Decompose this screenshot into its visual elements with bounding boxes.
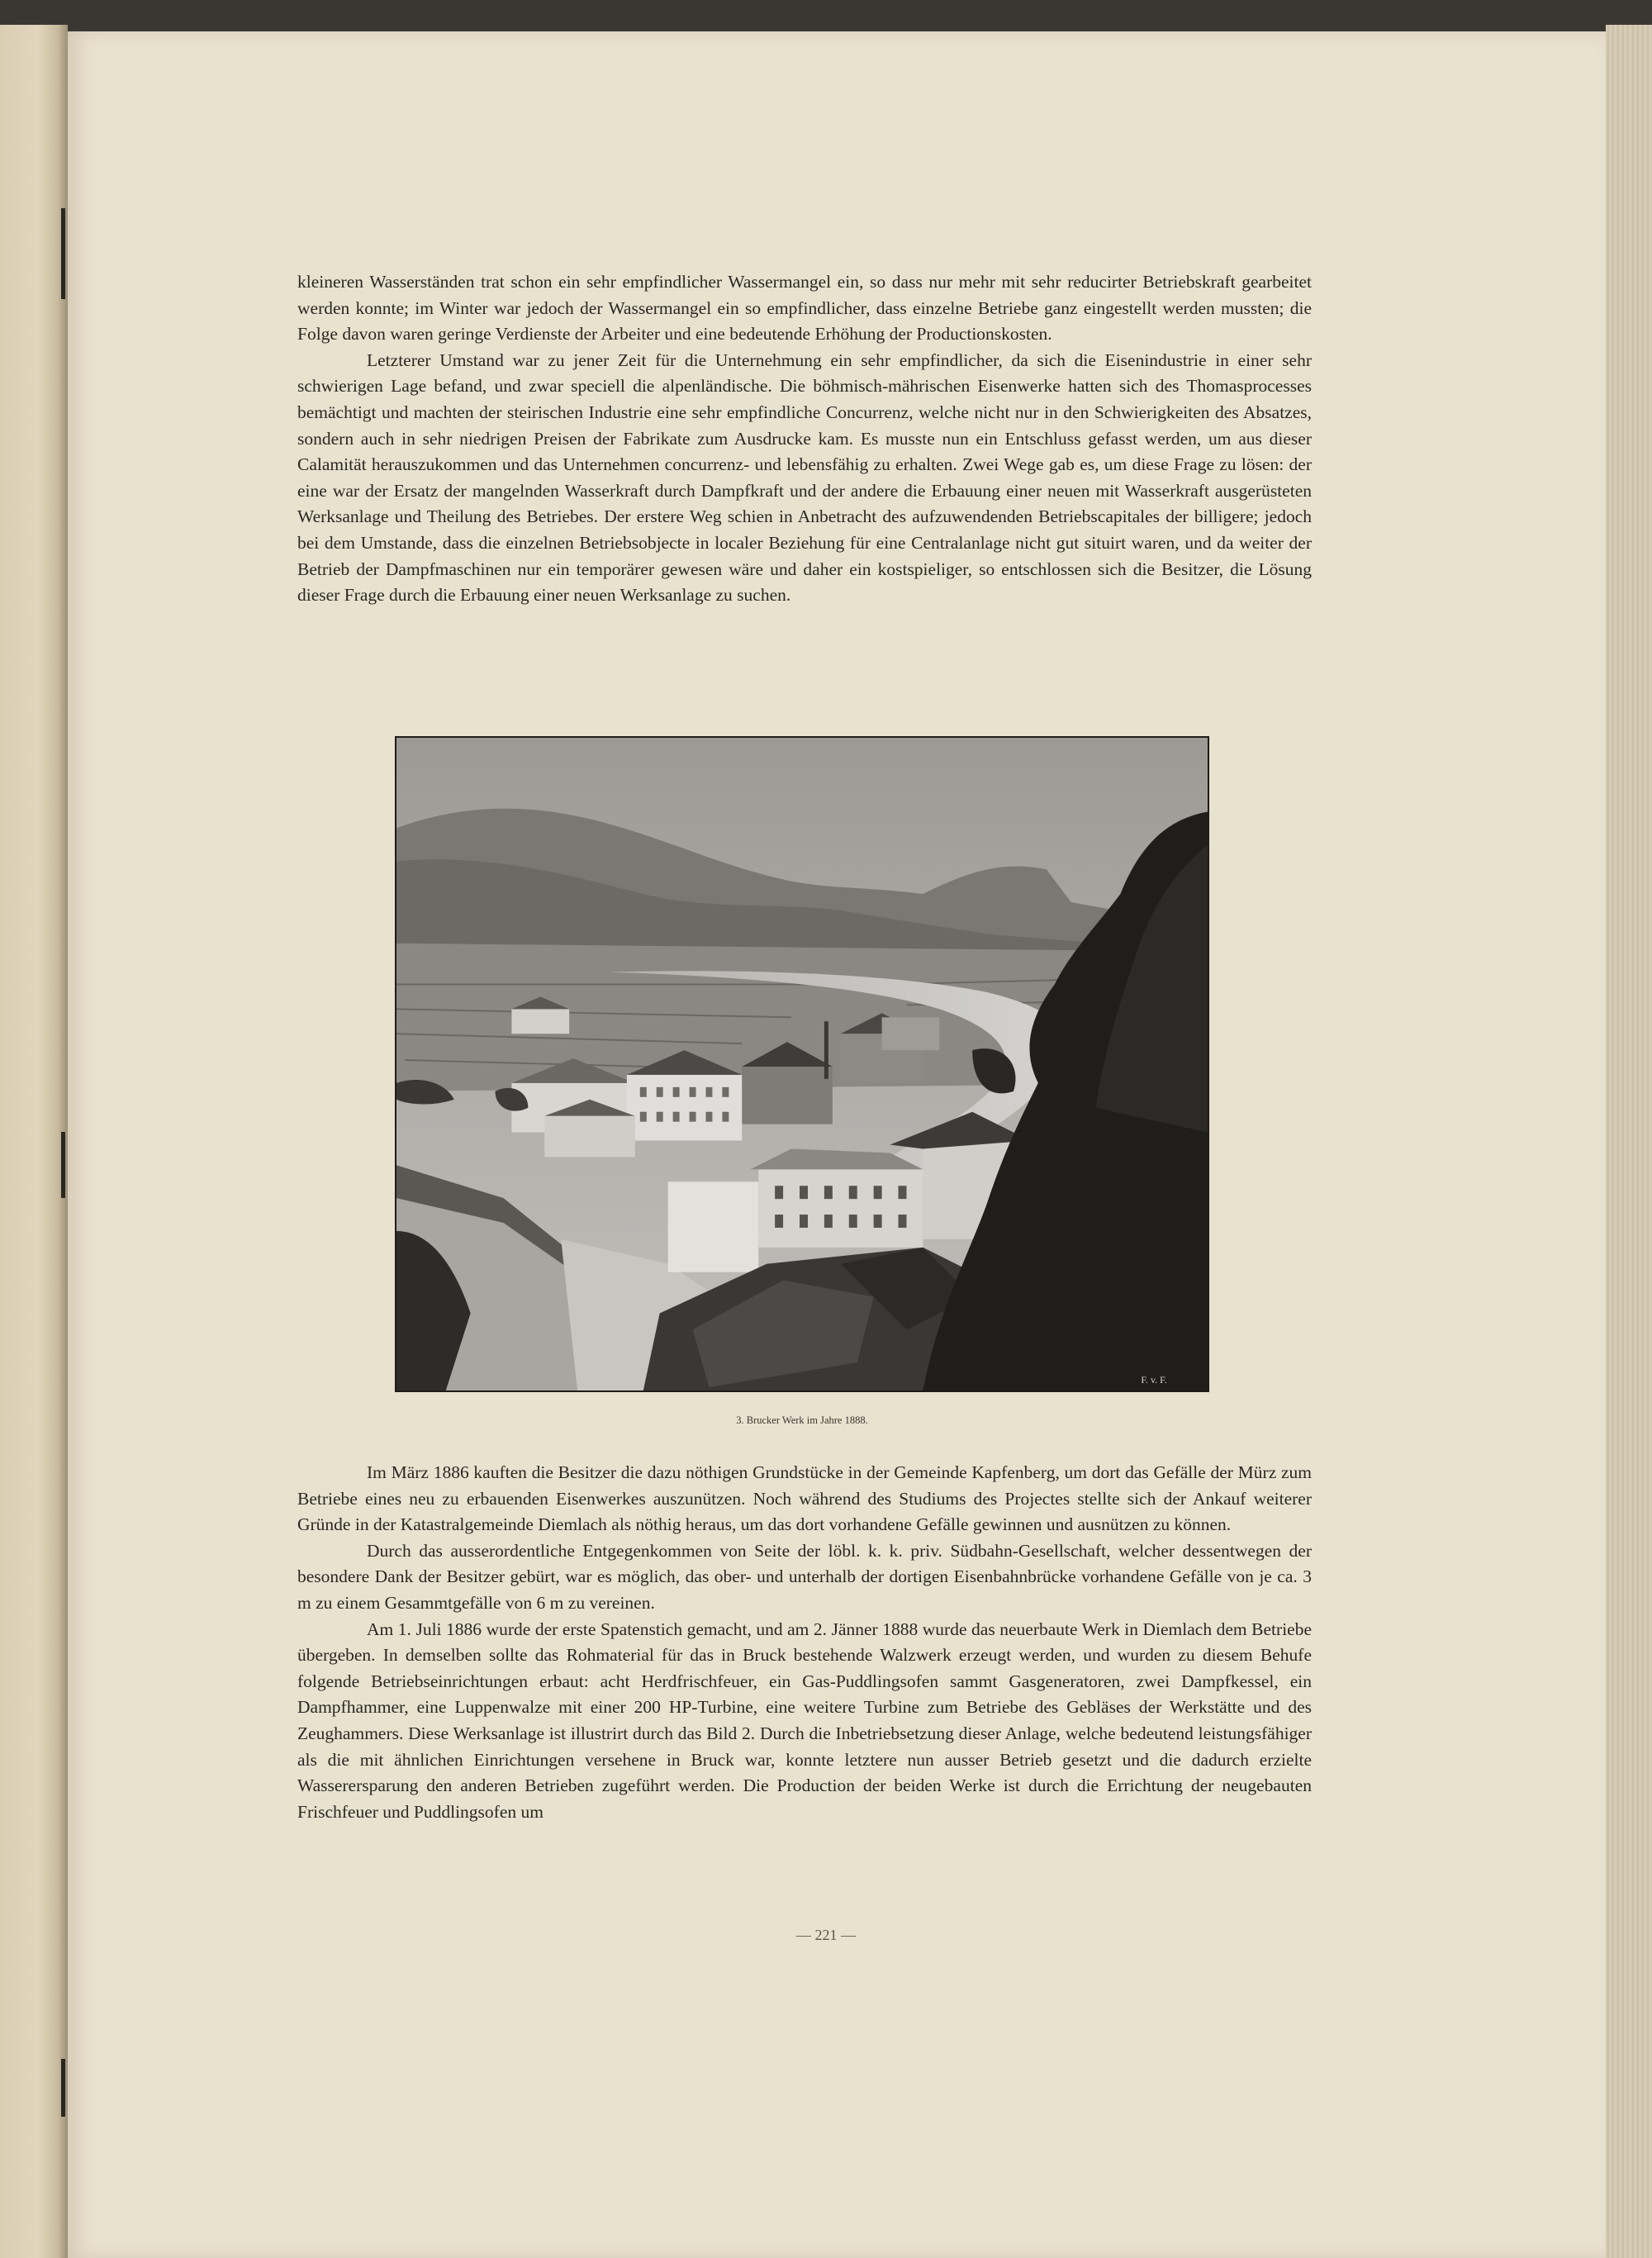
binding-mark <box>61 2059 65 2117</box>
binding-mark <box>61 208 65 299</box>
page-number: — 221 — <box>796 1927 856 1943</box>
previous-page-edge <box>0 25 68 2258</box>
text-block-bottom <box>297 1460 1312 1825</box>
text-block-top <box>297 269 1312 609</box>
page-stack-edge <box>1606 25 1652 2258</box>
photo-signature: F. v. F. <box>1141 1374 1167 1386</box>
binding-mark <box>61 1132 65 1198</box>
landscape-photo <box>396 738 1208 1390</box>
figure-caption: 3. Brucker Werk im Jahre 1888. <box>736 1414 868 1426</box>
paragraph: Letzterer Umstand war zu jener Zeit für die Unternehmung ein sehr empfindlicher, da sich die Eisenindustrie in einer sehr schwierigen Lage befand, und zwar speciell die alpenländische. Die böhmisch-mährischen Eisenwerke hatten sich des Thomasprocesses bemächtigt und machten der steirischen Industrie eine sehr empfindliche Concurrenz, welche nicht nur in den Schwierigkeiten des Absatzes, sondern auch in sehr niedrigen Preisen der Fabrikate zum Ausdrucke kam. Es musste nun ein Entschluss gefasst werden, um aus dieser Calamität herauszukommen und das Unternehmen concurrenz- und lebensfähig zu erhalten. Zwei Wege gab es, um diese Frage zu lösen: der eine war der Ersatz der mangelnden Wasserkraft durch Dampfkraft und der andere die Erbauung einer neuen mit Wasserkraft ausgerüsteten Werksanlage und Theilung des Betriebes. Der erstere Weg schien in Anbetracht des aufzuwendenden Betriebscapitales der billigere; jedoch bei dem Umstande, dass die einzelnen Betriebsobjecte in localer Beziehung für eine Centralanlage nicht gut situirt waren, und da weiter der Betrieb der Dampfmaschinen nur ein temporärer gewesen wäre und daher ein kostspieliger, so entschlossen sich die Besitzer, die Lösung dieser Frage durch die Erbauung einer neuen Werksanlage zu suchen. <box>297 349 1312 606</box>
paragraph: kleineren Wasserständen trat schon ein sehr empfindlicher Wassermangel ein, so dass nur mehr mit sehr reducirter Betriebskraft gearbeitet werden konnte; im Winter war jedoch der Wassermangel ein so empfindlicher, dass einzelne Betriebe ganz eingestellt werden mussten; die Folge davon waren geringe Verdienste der Arbeiter und eine bedeutende Erhöhung der Productionskosten. <box>297 272 1312 345</box>
paragraph: Durch das ausserordentliche Entgegenkommen von Seite der löbl. k. k. priv. Südbahn-Gesellschaft, welcher dessentwegen der besondere Dank der Besitzer gebürt, war es möglich, das ober- und unterhalb der dortigen Eisenbahnbrücke vorhandene Gefälle von je ca. 3 m zu einem Gesammtgefälle von 6 m zu vereinen. <box>297 1540 1312 1613</box>
paragraph: Am 1. Juli 1886 wurde der erste Spatenstich gemacht, und am 2. Jänner 1888 wurde das neuerbaute Werk in Diemlach dem Betriebe übergeben. In demselben sollte das Rohmaterial für das in Bruck bestehende Walzwerk erzeugt werden, und wurden zu diesem Behufe folgende Betriebseinrichtungen erbaut: acht Herdfrischfeuer, ein Gas-Puddlingsofen sammt Gasgeneratoren, zwei Dampfkessel, ein Dampfhammer, eine Luppenwalze mit einer 200 HP-Turbine, eine weitere Turbine zum Betriebe des Gebläses der Werkstätte und des Zeughammers. Diese Werksanlage ist illustrirt durch das Bild 2. Durch die Inbetriebsetzung dieser Anlage, welche bedeutend leistungsfähiger als die mit ähnlichen Einrichtungen versehene in Bruck war, konnte letztere nun ausser Betrieb gesetzt und die dadurch erzielte Wasserersparung den anderen Betrieben zugeführt werden. Die Production der beiden Werke ist durch die Errichtung der neugebauten Frischfeuer und Puddlingsofen um <box>297 1619 1312 1822</box>
paragraph: Im März 1886 kauften die Besitzer die dazu nöthigen Grundstücke in der Gemeinde Kapfenberg, um dort das Gefälle der Mürz zum Betriebe eines neu zu erbauenden Eisenwerkes auszunützen. Noch während des Studiums des Projectes stellte sich der Ankauf weiterer Gründe in der Katastralgemeinde Diemlach als nöthig heraus, um das dort vorhandene Gefälle gewinnen und ausnützen zu können. <box>297 1462 1312 1535</box>
figure-photo <box>395 736 1209 1392</box>
